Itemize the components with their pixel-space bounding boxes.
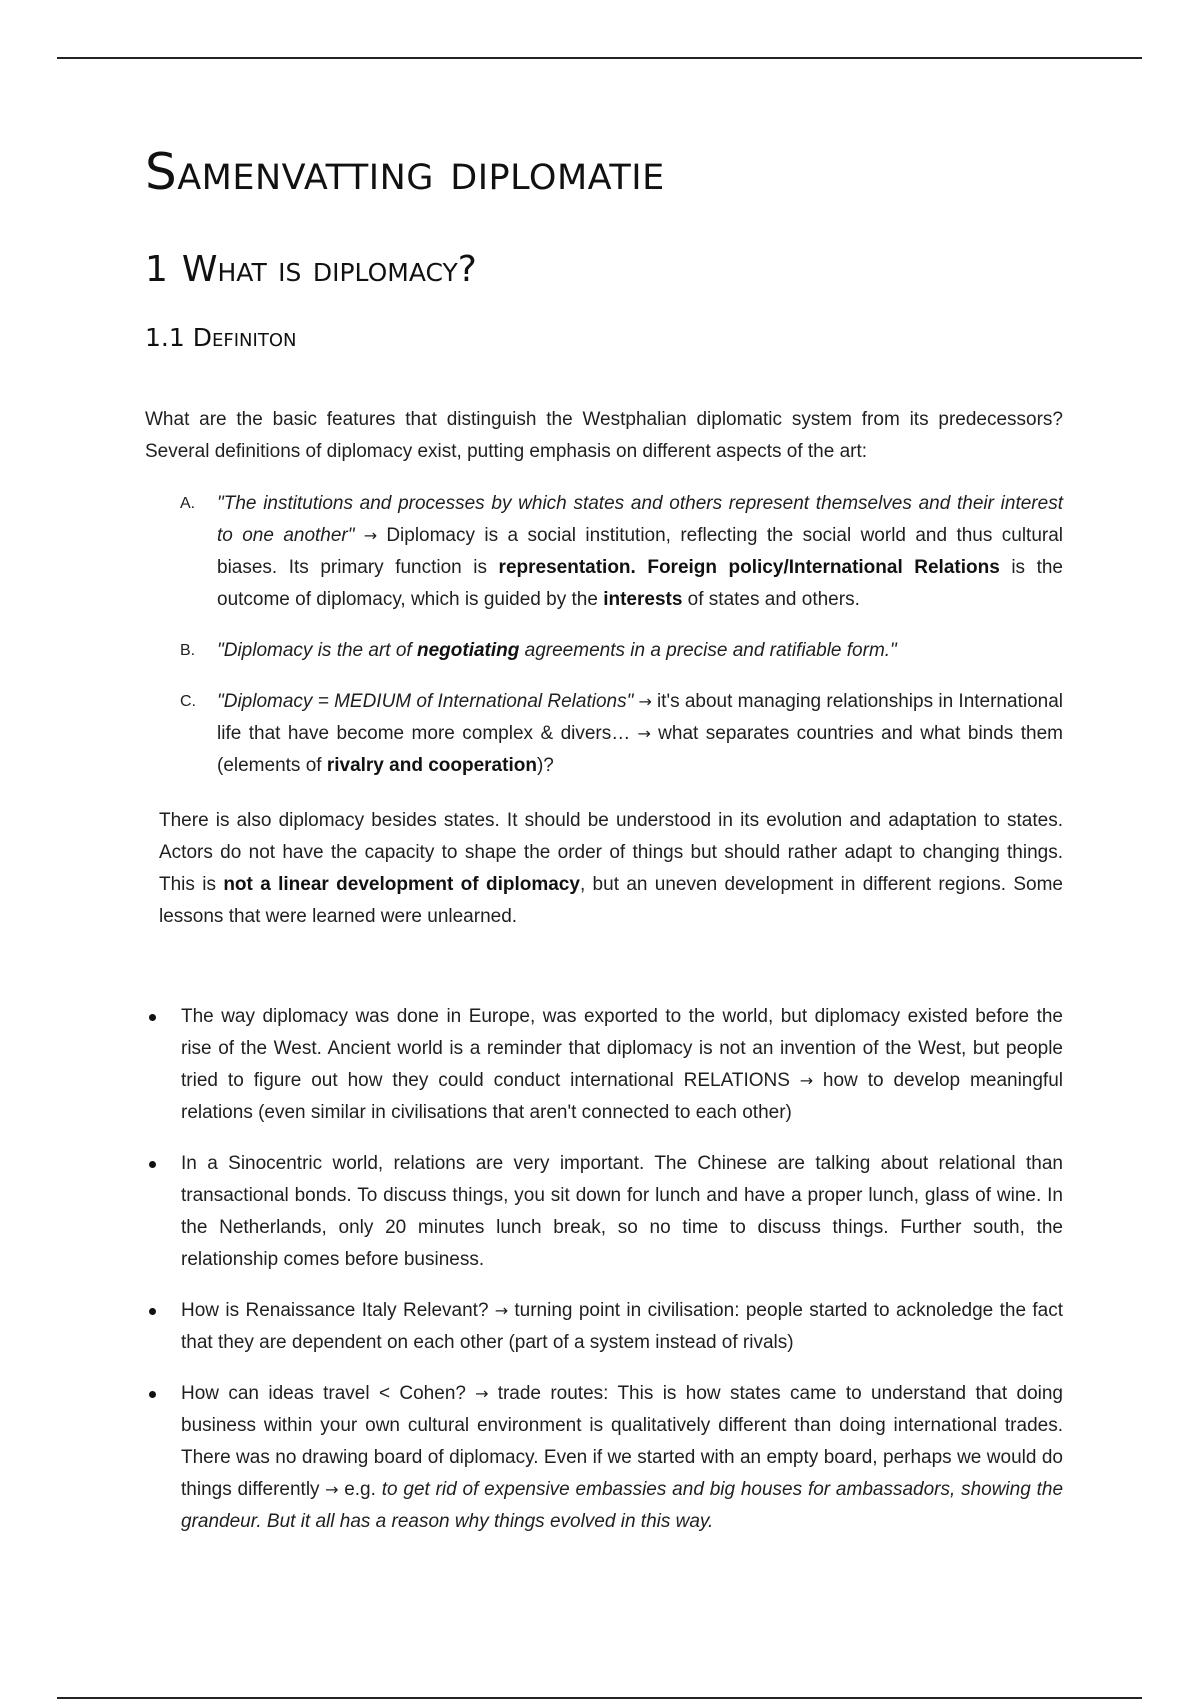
bold-term: rivalry and cooperation	[326, 755, 537, 776]
heading-2-text: Definiton	[192, 323, 297, 352]
heading-1	[145, 248, 477, 292]
bullet-item	[145, 1295, 1063, 1359]
definition-quote	[217, 640, 897, 661]
arrow-right-icon: →	[630, 724, 659, 743]
note-text: , but an uneven development in different regions. Some lessons that were learned were unlearned.	[159, 874, 1063, 927]
bold-term: representation. Foreign policy/International Relations	[498, 557, 1000, 578]
bullet-item	[145, 1378, 1063, 1538]
italic-example: to get rid of expensive embassies and big houses for ambassadors, showing the grandeur. But it all has a reason why things evolved in this way.	[181, 1479, 1064, 1532]
heading-1-number: 1	[145, 249, 168, 290]
arrow-right-icon: →	[789, 1071, 823, 1090]
bullet-icon	[149, 1308, 156, 1315]
bullet-text: How can ideas travel < Cohen?	[181, 1383, 466, 1404]
bullet-icon	[149, 1161, 156, 1168]
footer-rule	[57, 1697, 1142, 1699]
definition-quote: "Diplomacy = MEDIUM of International Relations"	[217, 691, 634, 712]
definitions-list	[180, 488, 1063, 801]
quote-text: "Diplomacy is the art of	[217, 640, 417, 661]
bold-term: interests	[603, 589, 683, 610]
bullet-text: In a Sinocentric world, relations are very important. The Chinese are talking about relational than transactional bonds. To discuss things, you sit down for lunch and have a proper lunch, glass of wine. In the Netherlands, only 20 minutes lunch break, so no time to discuss things. Further south, the relationship comes before business.	[181, 1153, 1063, 1270]
bullet-text: How is Renaissance Italy Relevant?	[181, 1300, 489, 1321]
bullet-text: The way diplomacy was done in Europe, was exported to the world, but diplomacy existed before the rise of the West. Ancient world is a reminder that diplomacy is not an invention of the West, but people tried to figure out how they could conduct international RELATIONS	[181, 1006, 1063, 1091]
definition-text: what separates countries and what binds them (elements of	[217, 723, 1063, 776]
arrow-right-icon: →	[633, 692, 657, 711]
arrow-right-icon: →	[488, 1301, 515, 1320]
definition-quote: "The institutions and processes by which states and others represent themselves and their interest to one another"	[217, 493, 1063, 546]
quote-text: agreements in a precise and ratifiable form."	[519, 640, 897, 661]
note-text: There is also diplomacy besides states. It should be understood in its evolution and adaptation to states. Actors do not have the capacity to shape the order of things but should rather adapt to changing things. This is	[159, 810, 1063, 895]
heading-2	[145, 322, 296, 354]
bullet-text: turning point in civilisation: people started to acknoledge the fact that they are dependent on each other (part of a system instead of rivals)	[181, 1300, 1064, 1353]
definition-text: of states and others.	[682, 589, 860, 610]
arrow-right-icon: →	[354, 526, 387, 545]
definition-text: Diplomacy is a social institution, reflecting the social world and thus cultural biases. Its primary function is	[217, 525, 1063, 578]
bullet-text: e.g.	[344, 1479, 382, 1500]
definition-text: )?	[536, 755, 554, 776]
definition-item-b	[180, 635, 1063, 667]
arrow-right-icon: →	[465, 1384, 498, 1403]
heading-1-text: What is diplomacy?	[181, 249, 477, 290]
arrow-right-icon: →	[319, 1480, 345, 1499]
bullet-icon	[149, 1391, 156, 1398]
bullet-item	[145, 1148, 1063, 1276]
definition-text: it's about managing relationships in International life that have become more complex & divers…	[217, 691, 1063, 744]
intro-paragraph: What are the basic features that distinguish the Westphalian diplomatic system from its predecessors? Several definitions of diplomacy exist, putting emphasis on different aspects of the art:	[145, 409, 1063, 462]
definition-item-a	[180, 488, 1063, 616]
bullet-text: trade routes: This is how states came to understand that doing business within your own cultural environment is qualitatively different than doing international trades. There was no drawing board of diplomacy. Even if we started with an empty board, perhaps we would do things differently	[181, 1383, 1064, 1500]
bullet-text: how to develop meaningful relations (even similar in civilisations that aren't connected to each other)	[181, 1070, 1064, 1123]
bullet-item	[145, 1001, 1063, 1129]
bold-term: negotiating	[416, 640, 520, 661]
definition-text: is the outcome of diplomacy, which is guided by the	[217, 557, 1064, 610]
definition-item-c	[180, 686, 1063, 782]
list-marker: C.	[180, 693, 196, 710]
note-paragraph	[159, 805, 1063, 933]
bold-term: not a linear development of diplomacy	[223, 874, 580, 895]
header-rule	[57, 57, 1142, 59]
list-marker: A.	[180, 495, 196, 512]
heading-2-number: 1.1	[145, 323, 185, 352]
list-marker: B.	[180, 642, 196, 659]
document-title: Samenvatting diplomatie	[145, 143, 665, 201]
bullet-icon	[149, 1014, 156, 1021]
bullet-list	[145, 1001, 1063, 1557]
